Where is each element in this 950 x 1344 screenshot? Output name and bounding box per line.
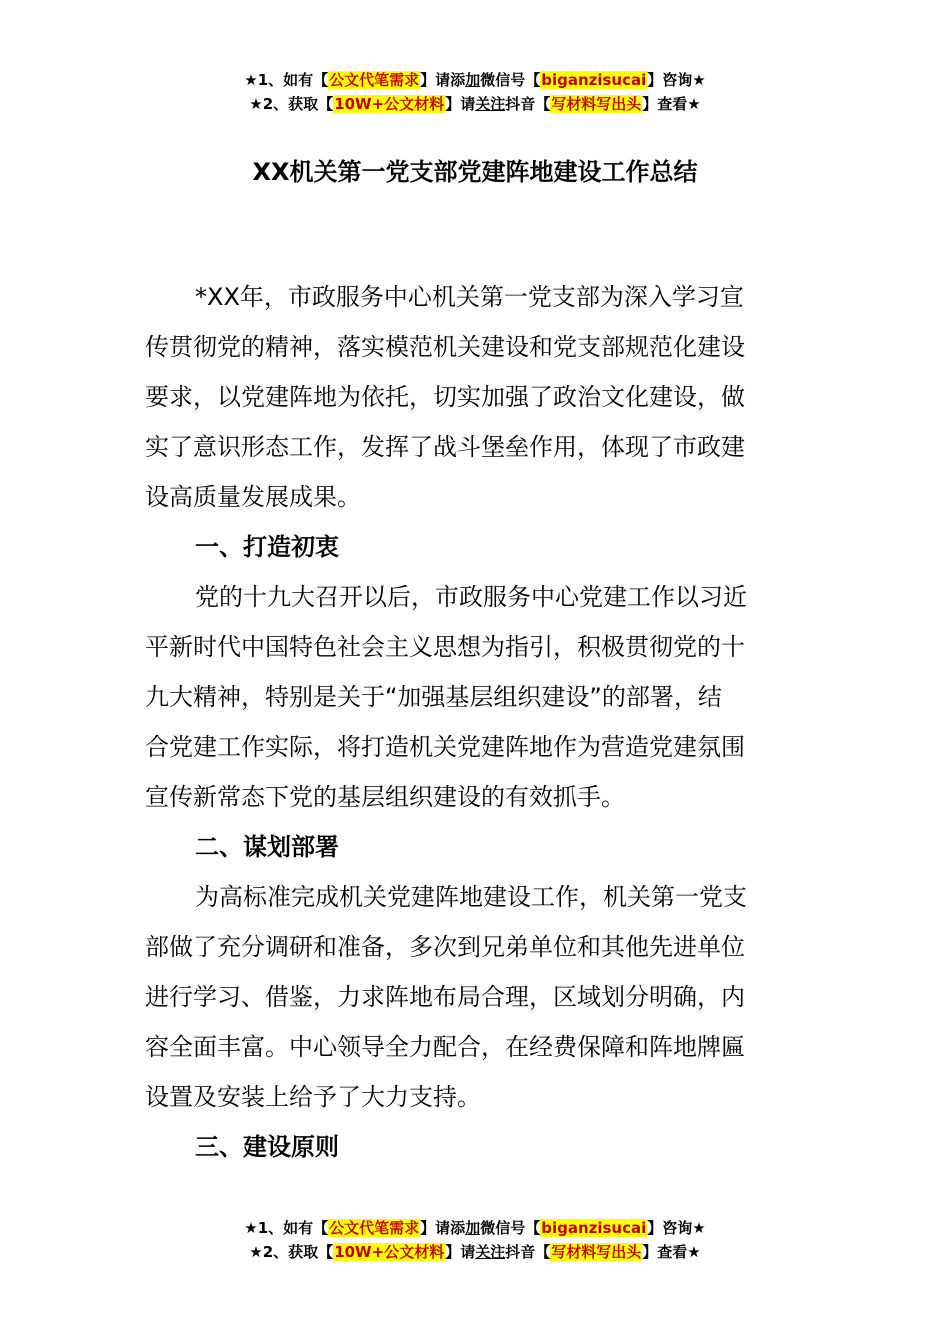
promo-highlight: 公文代笔需求 bbox=[329, 1219, 420, 1237]
promo-line-1 bbox=[0, 68, 950, 92]
document-body bbox=[145, 272, 810, 1172]
section-heading: 二、谋划部署 bbox=[195, 833, 339, 861]
promo-highlight-wechat-id: biganzisucai bbox=[541, 71, 647, 89]
promo-underline: 加 bbox=[465, 71, 481, 89]
promo-text: 抖音【 bbox=[505, 1243, 551, 1261]
promo-text: 】咨询★ bbox=[647, 71, 706, 89]
promo-highlight-douyin-id: 写材料写出头 bbox=[551, 1243, 642, 1261]
paragraph-line: 平新时代中国特色社会主义思想为指引，积极贯彻党的十 bbox=[145, 633, 745, 661]
promo-line-2 bbox=[0, 92, 950, 116]
promo-text: 】咨询★ bbox=[647, 1219, 706, 1237]
promo-text: 】请添 bbox=[420, 1219, 466, 1237]
paragraph-line: 容全面丰富。中心领导全力配合，在经费保障和阵地牌匾 bbox=[145, 1033, 745, 1061]
paragraph-line: 实了意识形态工作，发挥了战斗堡垒作用，体现了市政建 bbox=[145, 433, 745, 461]
paragraph-line: *XX年，市政服务中心机关第一党支部为深入学习宣 bbox=[195, 283, 744, 311]
paragraph-line: 进行学习、借鉴，力求阵地布局合理，区域划分明确，内 bbox=[145, 983, 745, 1011]
section-heading: 三、建设原则 bbox=[195, 1133, 339, 1161]
paragraph-line: 部做了充分调研和准备，多次到兄弟单位和其他先进单位 bbox=[145, 933, 745, 961]
promo-line-2 bbox=[0, 1240, 950, 1264]
promo-highlight: 10W+公文材料 bbox=[334, 1243, 445, 1261]
promo-text: 】请 bbox=[445, 1243, 476, 1261]
paragraph-line: 为高标准完成机关党建阵地建设工作，机关第一党支 bbox=[195, 883, 747, 911]
promo-underline: 关注 bbox=[475, 95, 506, 113]
header-promo-banner bbox=[0, 68, 950, 116]
promo-text: ★1、如有【 bbox=[244, 1219, 329, 1237]
promo-text: 】请 bbox=[445, 95, 476, 113]
section-heading: 一、打造初衷 bbox=[195, 533, 339, 561]
promo-text: 抖音【 bbox=[505, 95, 551, 113]
promo-text: 微信号【 bbox=[480, 71, 541, 89]
paragraph-line: 九大精神，特别是关于“加强基层组织建设”的部署，结 bbox=[145, 683, 722, 711]
paragraph-line: 传贯彻党的精神，落实模范机关建设和党支部规范化建设 bbox=[145, 333, 745, 361]
promo-text: ★2、获取【 bbox=[249, 1243, 334, 1261]
promo-underline: 加 bbox=[465, 1219, 481, 1237]
promo-line-1 bbox=[0, 1216, 950, 1240]
promo-text: 】查看★ bbox=[642, 1243, 701, 1261]
footer-promo-banner bbox=[0, 1216, 950, 1264]
paragraph-line: 合党建工作实际，将打造机关党建阵地作为营造党建氛围 bbox=[145, 733, 745, 761]
promo-highlight: 公文代笔需求 bbox=[329, 71, 420, 89]
promo-underline: 关注 bbox=[475, 1243, 506, 1261]
promo-highlight: 10W+公文材料 bbox=[334, 95, 445, 113]
paragraph-line: 要求，以党建阵地为依托，切实加强了政治文化建设，做 bbox=[145, 383, 745, 411]
document-title: XX机关第一党支部党建阵地建设工作总结 bbox=[252, 158, 698, 186]
promo-text: 】查看★ bbox=[642, 95, 701, 113]
paragraph-line: 设高质量发展成果。 bbox=[145, 483, 361, 511]
paragraph-line: 党的十九大召开以后，市政服务中心党建工作以习近 bbox=[195, 583, 747, 611]
promo-text: 微信号【 bbox=[480, 1219, 541, 1237]
promo-text: 】请添 bbox=[420, 71, 466, 89]
promo-text: ★1、如有【 bbox=[244, 71, 329, 89]
promo-text: ★2、获取【 bbox=[249, 95, 334, 113]
promo-highlight-douyin-id: 写材料写出头 bbox=[551, 95, 642, 113]
promo-highlight-wechat-id: biganzisucai bbox=[541, 1219, 647, 1237]
paragraph-line: 宣传新常态下党的基层组织建设的有效抓手。 bbox=[145, 783, 625, 811]
paragraph-line: 设置及安装上给予了大力支持。 bbox=[145, 1083, 481, 1111]
